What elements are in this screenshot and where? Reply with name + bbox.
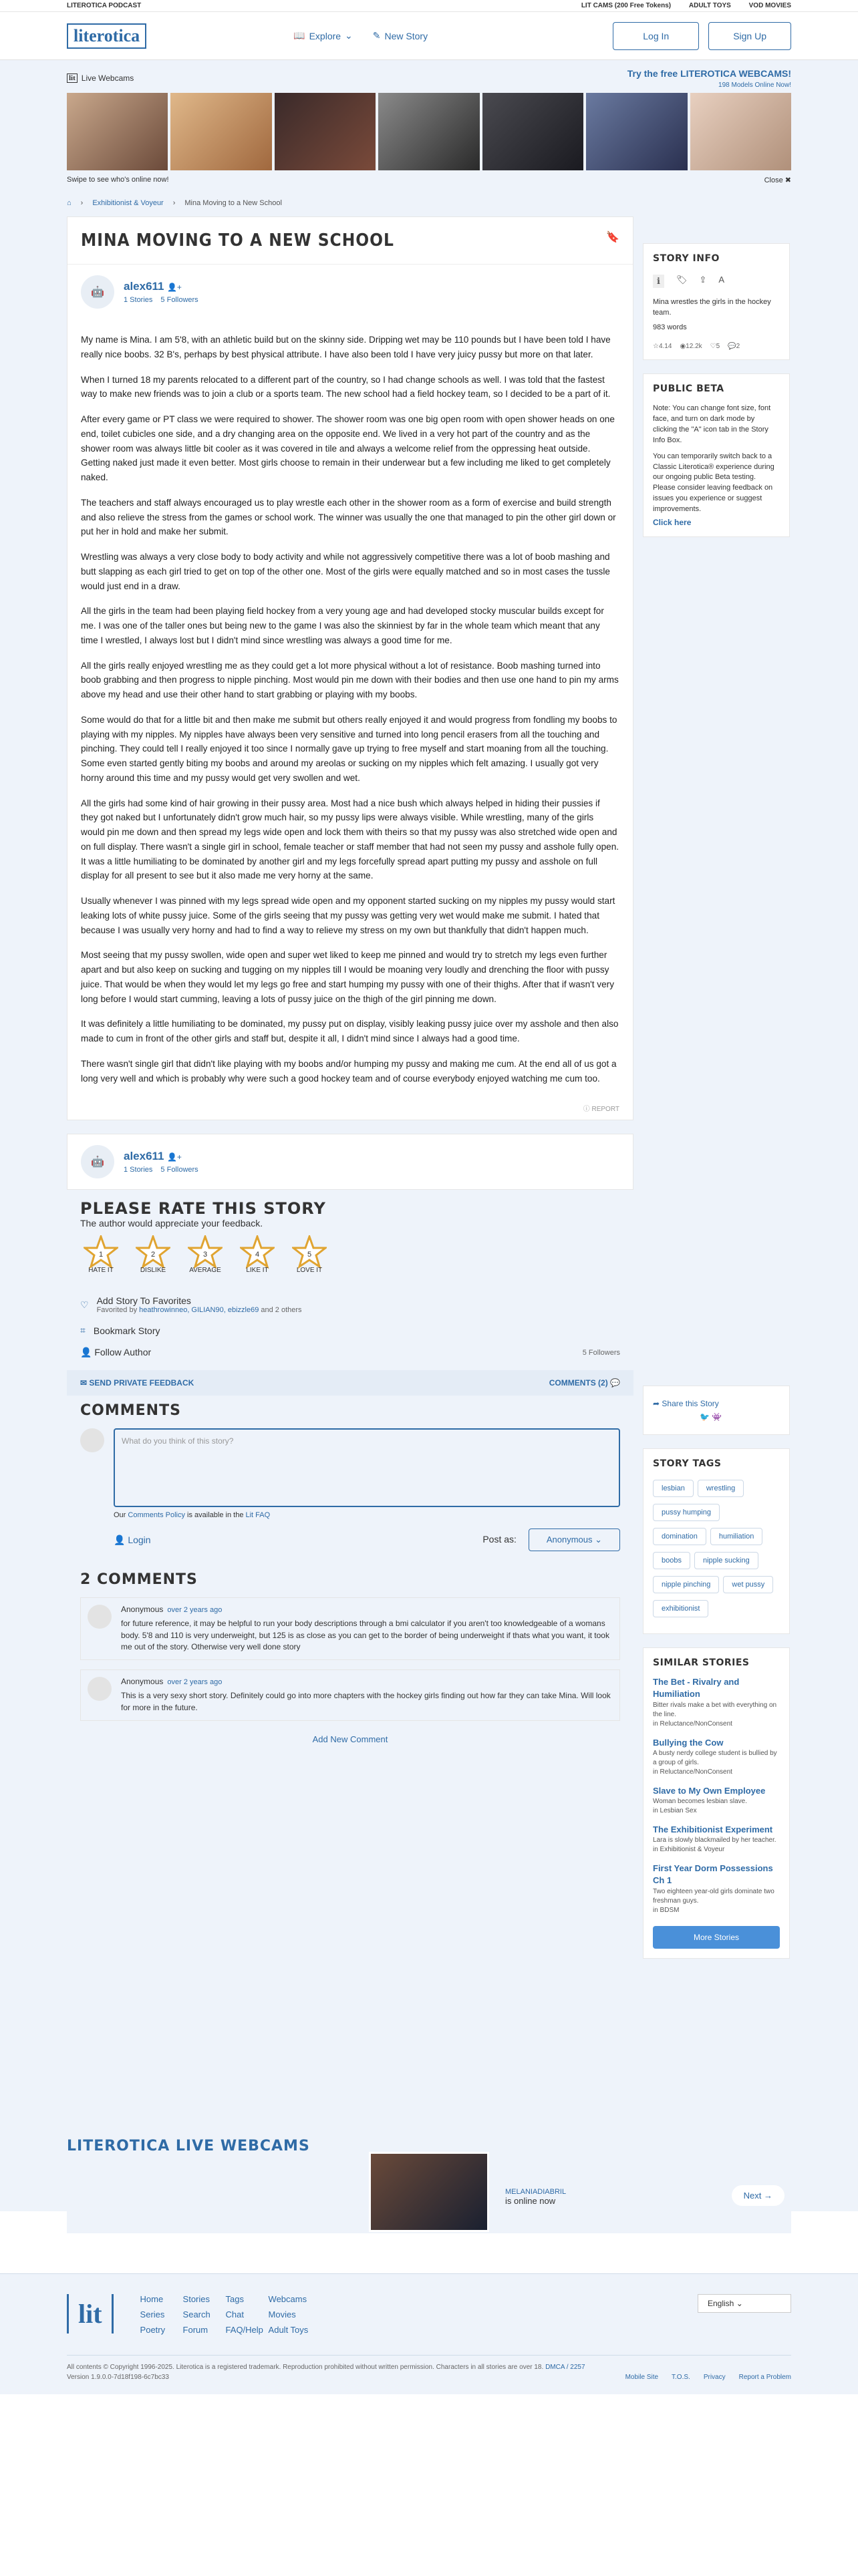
story-tag[interactable]: wet pussy <box>723 1576 773 1593</box>
story-paragraph: When I turned 18 my parents relocated to a different part of the country, so I had change schools as well. I was told that the fastest way to make new friends was to join a club or a sports team. The new school had a field hockey team, so I decided to be a part of it. <box>81 374 611 399</box>
story-description: Mina wrestles the girls in the hockey team. <box>653 298 771 317</box>
faq-link[interactable]: Lit FAQ <box>245 1511 271 1520</box>
beta-title: PUBLIC BETA <box>653 383 724 394</box>
site-logo[interactable]: literotica <box>67 23 146 49</box>
live-webcam-thumb[interactable] <box>369 2152 489 2232</box>
beta-note: Note: You can change font size, font face, and turn on dark mode by clicking the "A" icon tab in the Story Info Box. <box>653 404 771 444</box>
webcam-thumb[interactable] <box>378 93 479 170</box>
comments-title: COMMENTS <box>80 1402 181 1420</box>
similar-story <box>653 1863 780 1915</box>
author-name[interactable]: alex611 <box>124 280 164 293</box>
star-label: AVERAGE <box>189 1267 221 1275</box>
story-tag[interactable]: domination <box>653 1528 706 1545</box>
heart-icon: ♡ <box>80 1299 89 1310</box>
star-number: 2 <box>150 1251 156 1259</box>
author-followers[interactable]: 5 Followers <box>160 1166 198 1174</box>
story-tag[interactable]: pussy humping <box>653 1504 720 1521</box>
footer-logo[interactable]: lit <box>67 2294 114 2333</box>
explore-menu[interactable]: 📖 Explore ⌄ <box>293 30 353 41</box>
follow-author-action[interactable]: 👤 Follow Author 5 Followers <box>80 1347 620 1358</box>
breadcrumb-category[interactable]: Exhibitionist & Voyeur <box>92 199 164 207</box>
close-webcams[interactable]: Close ✖ <box>764 176 791 184</box>
top-link[interactable]: VOD MOVIES <box>748 2 791 9</box>
avatar <box>80 1428 104 1452</box>
live-status: is online now <box>505 2196 556 2206</box>
font-icon[interactable]: A <box>718 275 725 285</box>
story-tags-title: STORY TAGS <box>653 1458 722 1470</box>
home-icon[interactable]: ⌂ <box>67 199 72 207</box>
follow-count: 5 Followers <box>582 1348 620 1357</box>
similar-story-desc: A busty nerdy college student is bullied by a group of girls. <box>653 1749 777 1766</box>
comment-input[interactable]: What do you think of this story? <box>114 1428 620 1507</box>
similar-story-desc: Two eighteen year-old girls dominate two freshman guys. <box>653 1887 774 1905</box>
footer-link[interactable]: FAQ/Help <box>225 2325 263 2335</box>
footer-link[interactable]: Search <box>182 2309 210 2319</box>
comments-count: 2 COMMENTS <box>80 1571 198 1589</box>
follow-icon: 👤 <box>80 1347 92 1358</box>
story-text <box>67 319 633 1103</box>
star-number: 4 <box>255 1251 260 1259</box>
comment-text: for future reference, it may be helpful to run your body descriptions through a bmi calculator if you aren't too knowledgeable of a womans body. 5'8 and 110 is very underweight, but 125 is as close as you can get to the border of being underweight if thats what you want, it took me out of the story. Otherwise very well done story <box>121 1619 609 1652</box>
footer-link[interactable]: Home <box>140 2294 164 2304</box>
book-icon: 📖 <box>293 30 305 41</box>
rating-star-2[interactable] <box>132 1235 174 1274</box>
story-tag[interactable]: humiliation <box>710 1528 763 1545</box>
footer-link[interactable]: Stories <box>182 2294 210 2304</box>
more-stories-button[interactable]: More Stories <box>653 1926 780 1949</box>
post-as-label: Post as: <box>482 1534 517 1545</box>
add-comment-link[interactable]: Add New Comment <box>312 1734 388 1745</box>
story-paragraph: Wrestling was always a very close body to body activity and while not aggressively competitive there was a lot of boob mashing and butt slapping as each girl tried to get on top of the other one. Most of the girls were equally matched and so in most cases the tussle would just end in a draw. <box>81 552 610 591</box>
similar-story <box>653 1737 780 1777</box>
similar-story-title[interactable]: Bullying the Cow <box>653 1737 724 1748</box>
footer-link[interactable]: Chat <box>225 2309 245 2319</box>
login-button[interactable]: Log In <box>613 22 699 50</box>
story-paragraph: All the girls had some kind of hair growing in their pussy area. Most had a nice bush which always helped in hiding their pussies if they got naked but I unfortunately didn't grow much hair, so my pussy lips were always visible. While wrestling, many of the girls would pin me down and then spread my legs wide open and lock them with theirs so that my pussy was also stretched wide open and on full display. There wasn't a single girl in school, female teacher or staff member that had not seen my pussy and asshole fully open. It was a little humiliating to be dominated by another girl and my legs forcefully spread apart putting my pussy and asshole on full display for all present to see but it also made me very horny at the same. <box>81 798 619 881</box>
story-paragraph: Most seeing that my pussy swollen, wide open and super wet liked to keep me pinned and would try to stretch my legs even further apart and but also keep on sucking and tugging on my nipples till I would be moaning very loudly and drenching the floor with pussy juice. That would be when they would let my legs go free and start humping my pussy with one of their thighs. After that if wasn't very long before I would start cumming, leaving a lots of pussy juice on the thigh of the girl pinning me down. <box>81 950 614 1004</box>
similar-story-category: in Exhibitionist & Voyeur <box>653 1846 725 1854</box>
live-webcams-title: LITEROTICA LIVE WEBCAMS <box>67 2138 310 2154</box>
webcam-thumb[interactable] <box>275 93 376 170</box>
rate-title: PLEASE RATE THIS STORY <box>80 1199 326 1219</box>
bookmark-icon[interactable]: 🔖 <box>606 232 619 243</box>
similar-story-desc: Lara is slowly blackmailed by her teacher. <box>653 1836 776 1844</box>
share-icon[interactable]: ⇪ <box>699 275 707 285</box>
story-paragraph: My name is Mina. I am 5'8, with an athletic build but on the skinny side. Dripping wet may be 110 pounds but I have been told I have really nice boobs. 32 B's, perhaps by best physical attribute. I have also been told I have very juicy pussy but more on that later. <box>81 335 611 359</box>
comment-time[interactable]: over 2 years ago <box>167 1606 223 1615</box>
story-actions <box>67 1283 633 1370</box>
author-stories[interactable]: 1 Stories <box>124 1166 153 1174</box>
footer-link[interactable]: Poetry <box>140 2325 166 2335</box>
similar-story-category: in Reluctance/NonConsent <box>653 1720 732 1728</box>
breadcrumb-current: Mina Moving to a New School <box>184 199 282 207</box>
comments-section: COMMENTS What do you think of this story? Our Comments Policy is available in the Lit FAQ 👤 Login Post as: Anonymous ⌄ 2 COMMENTS Anonymous over 2 years ago for future reference, it may be helpful to run your body descriptions through a bmi calculator if you aren't too knowledgeable of a womans body. 5'8 and 110 is very underweight, but 125 is as close as you can get to the border of being underweight if thats what you want, it took me out of the story. Otherwise very well done story Anonymous over 2 years ago This is a very sexy short story. Definitely could go into more chapters with the hockey girls finding out how far they can take Mina. Will look for more in the future. Add New Comment <box>67 1396 633 1751</box>
comment-time[interactable]: over 2 years ago <box>167 1678 223 1687</box>
footer-link[interactable]: Movies <box>268 2309 296 2319</box>
favorited-by[interactable]: heathrowinneo, GILIAN90, ebizzle69 <box>139 1306 259 1315</box>
beta-note-2: You can temporarily switch back to a Classic Literotica® experience during our ongoing public Beta testing. Please consider leaving feedback on issues you experience or suggest improvements. <box>653 452 774 514</box>
comment <box>80 1669 620 1721</box>
bookmark-action[interactable]: ⌗ Bookmark Story <box>80 1325 160 1336</box>
main-column <box>67 216 633 1959</box>
star-label: HATE IT <box>88 1267 114 1275</box>
story-paragraph: After every game or PT class we were required to shower. The shower room was one big open room with open shower heads on one end, toilet cubicles one side, and a dry changing area on the opposite end. We lived in a very hot part of the country and as the shower room was always little bit cooler as it was covered in tile and always a welcome relief from the oppressing heat outside. Getting naked just made it even better. Most girls choose to remain in their underwear but a few including me liked to get completely naked. <box>81 414 615 482</box>
tag-icon[interactable]: 🏷 <box>676 275 688 285</box>
comment-login[interactable]: 👤 Login <box>114 1534 151 1545</box>
story-paragraph: All the girls really enjoyed wrestling me as they could get a lot more physical without a lot of resistance. Boob mashing turned into boob grabbing and then progress to nipple pinching. Most would pin me down with their bodies and then use one hand to pin my arms above my head and use their other hand to start grabbing or playing with my boobs. <box>81 660 619 699</box>
similar-story <box>653 1676 780 1728</box>
story-tag[interactable]: nipple pinching <box>653 1576 719 1593</box>
rating-stat: ☆4.14 <box>653 342 672 350</box>
signup-button[interactable]: Sign Up <box>708 22 791 50</box>
bookmark-icon: ⌗ <box>80 1325 86 1336</box>
views-stat: ◉12.2k <box>680 342 702 350</box>
footer-link[interactable]: Webcams <box>268 2294 307 2304</box>
sidebar <box>643 216 790 1959</box>
webcams-logo: lit Live Webcams <box>67 73 134 83</box>
post-as-select[interactable]: Anonymous ⌄ <box>529 1528 620 1551</box>
site-header <box>0 12 858 60</box>
similar-story-category: in Lesbian Sex <box>653 1806 697 1814</box>
top-link[interactable]: ADULT TOYS <box>688 2 731 9</box>
story-paragraph: Usually whenever I was pinned with my legs spread wide open and my opponent started sucking on my nipples my pussy would start leaking lots of white pussy juice. Some of the girls seeing that my pussy was getting very wet would make me submit. I hated that because I was usually very horny and had to find a way to relieve my stress on my own but thankfully that didn't happen much. <box>81 896 615 935</box>
twitter-icon[interactable]: 🐦 <box>700 1412 710 1422</box>
comment-author: Anonymous <box>121 1677 164 1687</box>
favorite-action[interactable]: ♡ Add Story To Favorites Favorited by heathrowinneo, GILIAN90, ebizzle69 and 2 others <box>80 1295 302 1315</box>
top-link[interactable]: LIT CAMS (200 Free Tokens) <box>581 2 672 9</box>
story-paragraph: All the girls in the team had been playing field hockey from a very young age and had developed stocky muscular builds except for me. I was one of the taller ones but being new to the game I was also the skinniest by far in the whole team which meant that any time I wrestled, I always lost but I didn't mind since wrestling was always a good time for me. <box>81 606 604 645</box>
follow-icon[interactable]: 👤+ <box>166 1152 182 1162</box>
similar-story-desc: Bitter rivals make a bet with everything on the line. <box>653 1701 777 1718</box>
story-paragraph: There wasn't single girl that didn't like playing with my boobs and/or humping my pussy and making me cum. At the end all of us got a long very well and which is probably why were such a good hockey team and of course everybody enjoyed watching me cum too. <box>81 1058 617 1084</box>
similar-story <box>653 1785 780 1816</box>
webcam-thumbs <box>67 93 791 170</box>
story-tag[interactable]: boobs <box>653 1552 690 1569</box>
footer-bottom-link[interactable]: Privacy <box>703 2374 726 2381</box>
star-number: 5 <box>307 1251 312 1259</box>
next-button[interactable]: Next → <box>732 2185 784 2206</box>
similar-story-title[interactable]: The Exhibitionist Experiment <box>653 1824 773 1834</box>
star-label: LIKE IT <box>246 1267 269 1275</box>
rate-subtitle: The author would appreciate your feedback. <box>80 1218 263 1229</box>
classic-link[interactable]: Click here <box>653 518 692 528</box>
story-tag[interactable]: wrestling <box>698 1480 744 1497</box>
report-link[interactable]: ⓘ REPORT <box>583 1106 619 1114</box>
info-icon[interactable]: ℹ <box>653 275 664 288</box>
follow-icon[interactable]: 👤+ <box>166 283 182 292</box>
rating-star-3[interactable] <box>184 1235 226 1274</box>
star-number: 3 <box>202 1251 208 1259</box>
similar-story <box>653 1824 780 1855</box>
favorites-stat: ♡5 <box>710 342 720 350</box>
top-bar <box>0 0 858 12</box>
comments-policy-link[interactable]: Comments Policy <box>128 1511 185 1520</box>
close-icon: ✖ <box>784 176 791 184</box>
similar-story-category: in BDSM <box>653 1906 680 1914</box>
models-online: 198 Models Online Now! <box>718 82 791 89</box>
star-number: 1 <box>98 1251 104 1259</box>
webcam-thumb[interactable] <box>586 93 687 170</box>
comment-author: Anonymous <box>121 1605 164 1615</box>
story-paragraph: The teachers and staff always encouraged us to play wrestle each other in the shower room as a form of exercise and build strength and also relieve the stress from the games or school work. The winner was usually the one that managed to pin the other girl down or put her in hold and make her submit. <box>81 497 616 537</box>
footer: lit Home Stories Tags Webcams Series Search Chat Movies Poetry Forum FAQ/Help Adult Toys English ⌄ All contents © Copyright 1996-2025. Literotica is a registered trademark. Reproduction prohibited without written permission. Characters in all stories are over 18. DMCA / 2257 Version 1.9.0.0-7d18f198-6c7bc33 Mobile Site T.O.S. Privacy Report a Problem <box>0 2273 858 2394</box>
story-paragraph: Some would do that for a little bit and then make me submit but others really enjoyed it and would progress from fondling my boobs to playing with my nipples. My nipples have always been very sensitive and turned into long pencil erasers from all the touching and pinching. They could tell I really enjoyed it too since I normally gave up trying to free myself and start moaning from all the touching. Some even started gently biting my boobs and around my areolas or sucking on my nipples which felt amazing. I usually got very horny around this time and my pussy would get very swollen and wet. <box>81 714 617 783</box>
rating-star-1[interactable] <box>80 1235 122 1274</box>
story-title: MINA MOVING TO A NEW SCHOOL <box>81 230 394 251</box>
live-model-name[interactable]: MELANIADIABRIL <box>505 2188 567 2196</box>
rating-stars <box>80 1235 620 1274</box>
new-story-link[interactable]: ✎ New Story <box>372 30 428 41</box>
avatar <box>88 1605 112 1629</box>
private-feedback-link[interactable]: ✉ SEND PRIVATE FEEDBACK <box>80 1378 194 1388</box>
avatar[interactable]: 🤖 <box>81 275 114 309</box>
comment <box>80 1597 620 1660</box>
rating-star-4[interactable] <box>237 1235 278 1274</box>
similar-story-category: in Reluctance/NonConsent <box>653 1768 732 1776</box>
story-tag[interactable]: nipple sucking <box>694 1552 758 1569</box>
version: Version 1.9.0.0-7d18f198-6c7bc33 <box>67 2374 169 2381</box>
comments-stat: 💬2 <box>728 342 740 350</box>
avatar <box>88 1677 112 1701</box>
footer-link[interactable]: Series <box>140 2309 165 2319</box>
author-box <box>67 264 633 319</box>
footer-bottom-link[interactable]: Mobile Site <box>625 2374 659 2381</box>
similar-story-title[interactable]: The Bet - Rivalry and Humiliation <box>653 1677 740 1700</box>
avatar[interactable]: 🤖 <box>81 1145 114 1178</box>
breadcrumb: ⌂ › Exhibitionist & Voyeur › Mina Moving to a New School <box>67 199 282 207</box>
story-tag[interactable]: exhibitionist <box>653 1600 708 1617</box>
author-stories[interactable]: 1 Stories <box>124 296 153 304</box>
footer-link[interactable]: Adult Toys <box>268 2325 309 2335</box>
footer-link[interactable]: Tags <box>225 2294 245 2304</box>
webcam-thumb[interactable] <box>170 93 271 170</box>
webcam-thumb[interactable] <box>482 93 583 170</box>
footer-link[interactable]: Forum <box>182 2325 208 2335</box>
story-tag[interactable]: lesbian <box>653 1480 694 1497</box>
footer-bottom-link[interactable]: T.O.S. <box>672 2374 690 2381</box>
top-links <box>565 2 791 9</box>
comments-link[interactable]: COMMENTS (2) 💬 <box>549 1378 620 1388</box>
chevron-down-icon: ⌄ <box>345 30 353 41</box>
star-label: DISLIKE <box>140 1267 166 1275</box>
rating-star-5[interactable] <box>289 1235 330 1274</box>
comment-text: This is a very sexy short story. Definitely could go into more chapters with the hockey girls finding out how far they can take Mina. Will look for more in the future. <box>121 1691 611 1712</box>
share-story[interactable]: ➦ Share this Story <box>653 1399 719 1409</box>
author-name[interactable]: alex611 <box>124 1150 164 1163</box>
live-webcams <box>0 2118 858 2233</box>
star-label: LOVE IT <box>296 1267 323 1275</box>
similar-title: SIMILAR STORIES <box>653 1657 750 1669</box>
dmca-link[interactable]: DMCA / 2257 <box>545 2364 585 2371</box>
similar-story-title[interactable]: Slave to My Own Employee <box>653 1785 766 1796</box>
pen-icon: ✎ <box>372 30 381 41</box>
rating-section <box>67 1190 633 1283</box>
author-box-bottom <box>67 1134 633 1189</box>
word-count: 983 words <box>653 323 687 331</box>
swipe-hint: Swipe to see who's online now! <box>67 176 169 184</box>
similar-story-title[interactable]: First Year Dorm Possessions Ch 1 <box>653 1863 773 1886</box>
podcast-link[interactable]: LITEROTICA PODCAST <box>67 2 142 9</box>
webcam-thumb[interactable] <box>690 93 791 170</box>
webcam-strip <box>0 60 858 190</box>
language-select[interactable]: English ⌄ <box>698 2294 791 2313</box>
webcam-thumb[interactable] <box>67 93 168 170</box>
author-followers[interactable]: 5 Followers <box>160 296 198 304</box>
webcam-promo[interactable]: Try the free LITEROTICA WEBCAMS! <box>627 68 791 79</box>
story-paragraph: It was definitely a little humiliating to be dominated, my pussy put on display, visibly leaking pussy juice over my asshole and then also made to cum in front of the other girls and staff but, despite it all, I didn't mind since I always had a good time. <box>81 1019 619 1043</box>
footer-bottom-link[interactable]: Report a Problem <box>738 2374 791 2381</box>
similar-story-desc: Woman becomes lesbian slave. <box>653 1797 747 1805</box>
reddit-icon[interactable]: 👾 <box>712 1412 722 1422</box>
main-nav <box>293 30 428 41</box>
story-info-title: STORY INFO <box>653 253 720 264</box>
